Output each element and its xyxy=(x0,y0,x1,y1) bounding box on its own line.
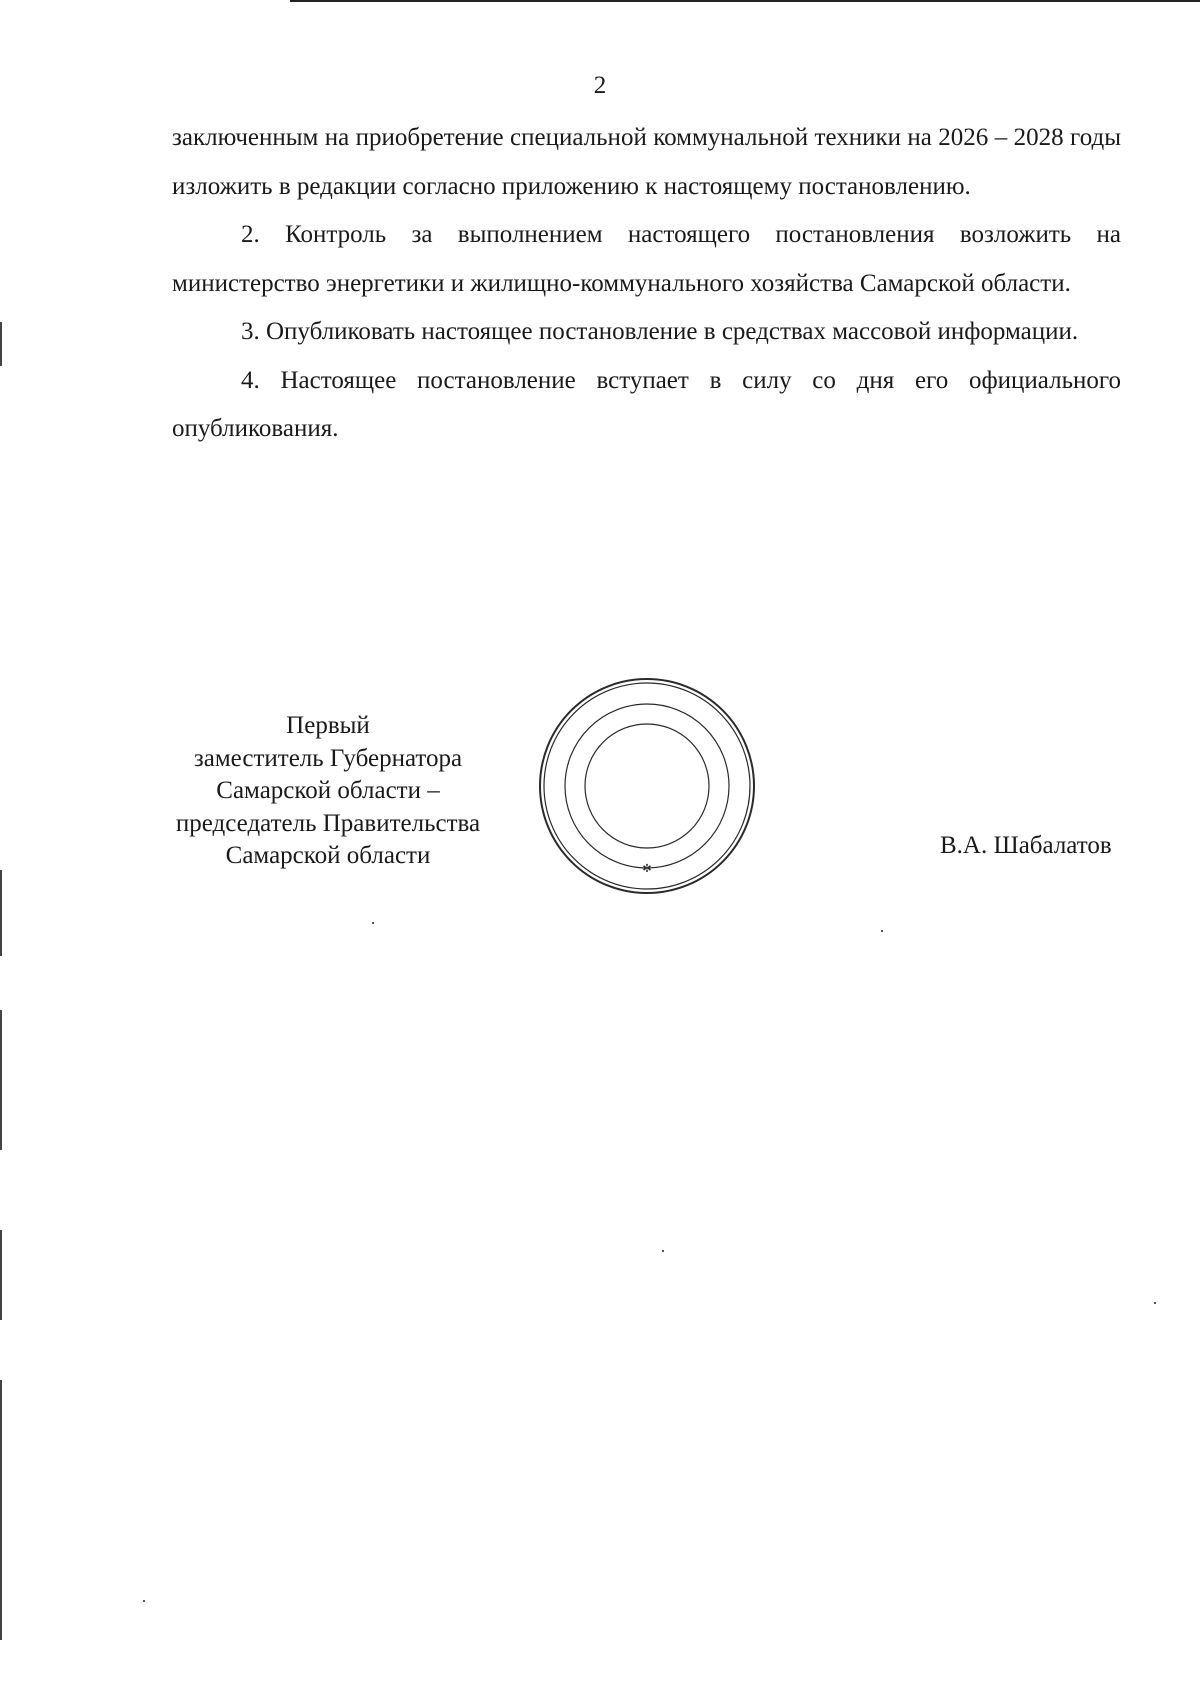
signatory-title-line: Первый xyxy=(286,712,370,739)
scan-speck xyxy=(372,922,374,924)
signer-name: В.А. Шабалатов xyxy=(940,832,1112,859)
signatory-title-line: Самарской области – xyxy=(216,777,440,804)
scan-speck xyxy=(1154,1302,1156,1304)
signatory-title-line: Самарской области xyxy=(225,842,431,869)
scan-speck xyxy=(143,1600,145,1602)
scan-speck xyxy=(662,1250,664,1252)
scan-speck xyxy=(881,930,883,932)
scan-edge-marks xyxy=(0,0,10,1697)
svg-text:✻: ✻ xyxy=(642,862,652,875)
official-seal-stamp xyxy=(532,676,762,896)
paragraph-item-4: 4. Настоящее постановление вступает в силу со дня его официального опубликования. xyxy=(172,366,1121,442)
signatory-title-line: председатель Правительства xyxy=(175,809,481,837)
paragraph-item-3: 3. Опубликовать настоящее постановление в средствах массовой информации. xyxy=(241,318,1079,345)
scan-edge-mark xyxy=(0,1380,2,1640)
scan-edge-mark xyxy=(0,870,2,956)
signatory-title-block xyxy=(148,710,508,873)
scan-edge-mark xyxy=(0,1010,2,1150)
signatory-title-line: заместитель Губернатора xyxy=(193,744,463,772)
top-scan-edge-line xyxy=(290,0,1200,2)
scan-edge-mark xyxy=(0,322,2,366)
paragraph-item-2: 2. Контроль за выполнением настоящего постановления возложить на министерство энергетики и жилищно-коммунального хозяйства Самарской области. xyxy=(172,221,1121,297)
scan-edge-mark xyxy=(0,1230,2,1320)
paragraph-continuation: заключенным на приобретение специальной коммунальной техники на 2026 – 2028 годы изложить в редакции согласно приложению к настоящему постановлению. xyxy=(172,124,1121,200)
page-number: 2 xyxy=(593,72,607,99)
document-body xyxy=(172,114,1121,454)
